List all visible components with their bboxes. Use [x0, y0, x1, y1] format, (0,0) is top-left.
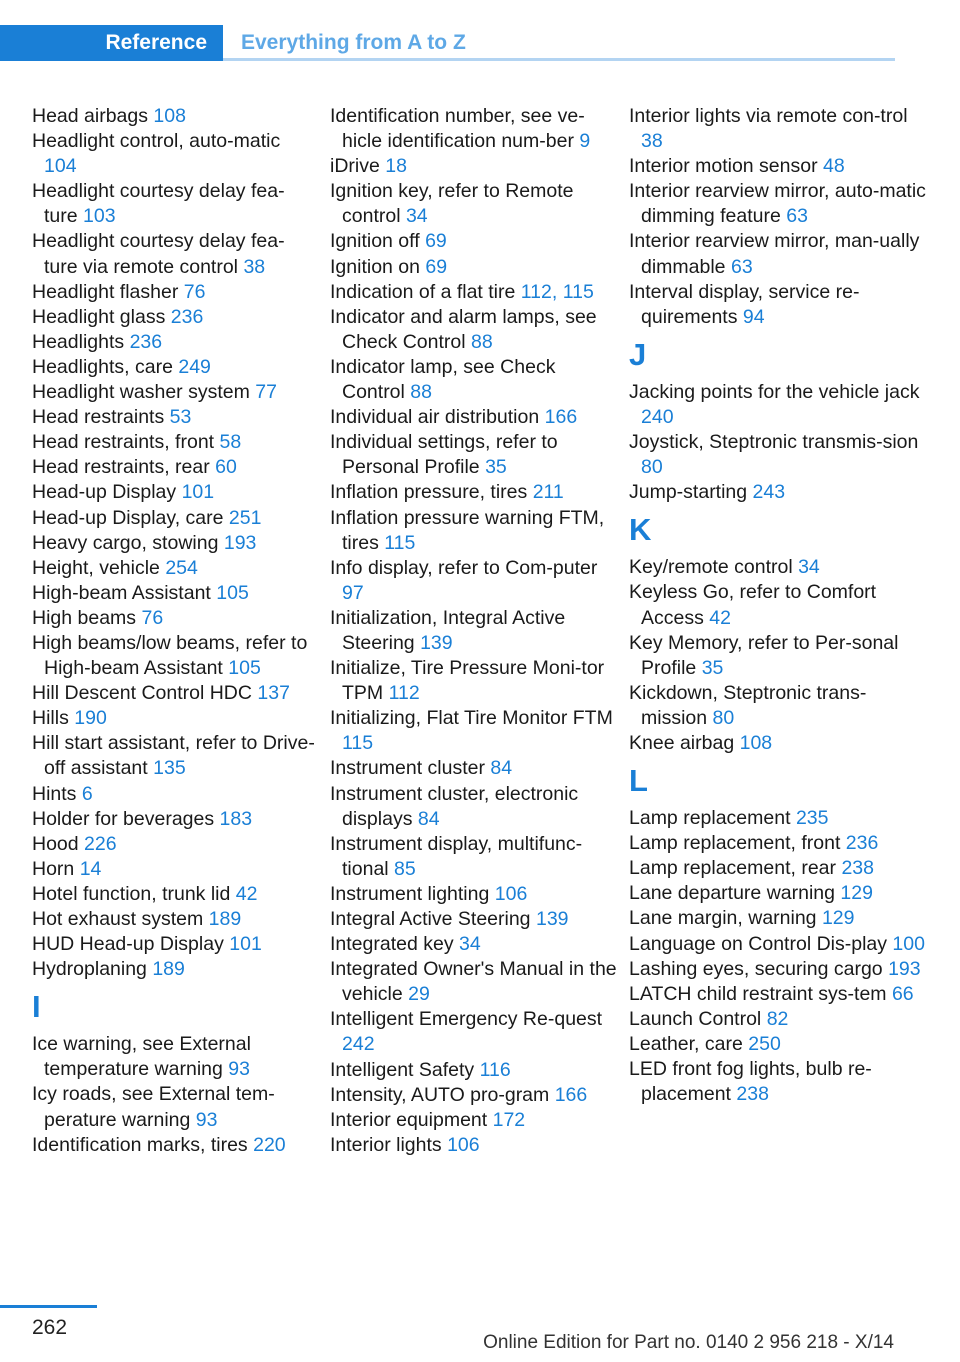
page-reference-link[interactable]: 105 [216, 581, 249, 604]
index-entry-term: Height, vehicle [32, 556, 160, 579]
page-reference-link[interactable]: 58 [219, 431, 242, 454]
index-entry [32, 355, 317, 380]
index-entry-term: Head airbags [32, 105, 148, 127]
index-entry [32, 480, 317, 505]
index-entry-term: Identification number, see ve-hicle identification num-ber [330, 105, 585, 153]
page-reference-link[interactable]: 6 [81, 782, 93, 805]
page-reference-link[interactable]: 76 [141, 606, 164, 629]
index-entry-term: Individual air distribution [330, 406, 540, 429]
index-entry [32, 807, 317, 832]
index-entry-term: Jump-starting [629, 481, 748, 504]
index-entry [629, 154, 929, 179]
page-reference-link[interactable]: 129 [821, 907, 855, 930]
page-reference-link[interactable]: 254 [165, 556, 198, 579]
index-entry-term: Interior equipment [330, 1108, 488, 1131]
index-entry [629, 731, 929, 756]
index-entry-term: Ignition key, refer to Remote control [330, 180, 574, 228]
index-entry-term: Lamp replacement [629, 807, 791, 830]
index-entry [32, 731, 317, 781]
page-reference-link[interactable]: 189 [208, 908, 242, 930]
index-entry-term: Language on Control Dis-play [629, 932, 887, 955]
index-entry [32, 1082, 317, 1132]
page-reference-link[interactable]: 112, 115 [520, 280, 594, 303]
index-entry-term: Lane departure warning [629, 882, 835, 905]
index-entry-term: Joystick, Steptronic transmis-sion [629, 431, 919, 454]
index-entry-term: Headlight glass [32, 305, 166, 328]
index-column-2 [330, 104, 620, 1158]
index-entry [629, 580, 929, 630]
index-entry [330, 1007, 620, 1057]
index-entry-term: Head restraints [32, 406, 165, 429]
index-entry-term: Icy roads, see External tem-perature warning [32, 1083, 275, 1131]
index-entry-term: Initialize, Tire Pressure Moni-tor TPM [330, 657, 605, 705]
index-entry-term: Kickdown, Steptronic trans-mission [629, 681, 867, 729]
index-entry-term: iDrive [330, 155, 380, 178]
index-entry-term: Hints [32, 782, 77, 805]
index-entry-term: Initialization, Integral Active Steering [330, 606, 566, 654]
index-entry [32, 305, 317, 330]
index-entry [629, 1007, 929, 1032]
index-entry-term: Integral Active Steering [330, 908, 531, 930]
index-entry-term: Heavy cargo, stowing [32, 531, 219, 554]
index-entry-term: Interior motion sensor [629, 155, 818, 178]
index-entry [32, 606, 317, 631]
index-entry-term: Interior rearview mirror, man-ually dimmable [629, 230, 920, 278]
index-entry [629, 229, 929, 279]
index-entry-term: Interior lights [330, 1133, 442, 1156]
index-entry [32, 129, 317, 179]
index-entry-term: Jacking points for the vehicle jack [629, 380, 920, 403]
index-entry [330, 229, 620, 254]
page-reference-link[interactable]: 66 [891, 982, 914, 1005]
page-reference-link[interactable]: 108 [153, 105, 186, 127]
index-entry [629, 430, 929, 480]
page-reference-link[interactable]: 236 [129, 330, 163, 353]
page-reference-link[interactable]: 42 [235, 882, 258, 905]
index-entry [32, 380, 317, 405]
header-rule [223, 58, 895, 61]
index-entry-term: Interior lights via remote con-trol [629, 105, 908, 127]
page-reference-link[interactable]: 193 [888, 957, 921, 980]
page-reference-link[interactable]: 139 [420, 631, 453, 654]
index-entry-term: Interval display, service re-quirements [629, 280, 860, 328]
index-entry [32, 832, 317, 857]
index-entry-term: High-beam Assistant [32, 581, 211, 604]
section-tab: Reference [0, 25, 223, 61]
page-reference-link[interactable]: 101 [229, 933, 262, 956]
page-reference-link[interactable]: 135 [153, 757, 186, 780]
index-entry [330, 430, 620, 480]
index-entry [330, 907, 620, 932]
page-reference-link[interactable]: 63 [786, 205, 808, 228]
index-entry-term: Head-up Display, care [32, 506, 224, 529]
page-reference-link[interactable]: 18 [385, 155, 407, 178]
index-entry [629, 906, 929, 931]
index-entry-term: Initializing, Flat Tire Monitor FTM [330, 707, 613, 730]
page-reference-link[interactable]: 249 [178, 355, 211, 378]
index-entry [629, 831, 929, 856]
page-reference-link[interactable]: 85 [394, 857, 416, 880]
index-entry-term: Key Memory, refer to Per-sonal Profile [629, 631, 899, 679]
index-entry-term: Hood [32, 832, 79, 855]
index-entry [32, 1133, 317, 1158]
page-reference-link[interactable]: 35 [485, 456, 507, 479]
index-entry [629, 881, 929, 906]
index-entry-term: Lamp replacement, rear [629, 857, 837, 880]
page-reference-link[interactable]: 82 [766, 1007, 789, 1030]
page-reference-link[interactable]: 105 [228, 657, 261, 680]
index-entry [330, 154, 620, 179]
index-entry [629, 982, 929, 1007]
page-reference-link[interactable]: 88 [470, 330, 493, 353]
page-reference-link[interactable]: 101 [181, 481, 215, 504]
page-reference-link[interactable]: 104 [44, 155, 77, 178]
page-reference-link[interactable]: 35 [701, 656, 724, 679]
index-entry [629, 1032, 929, 1057]
index-entry-term: Launch Control [629, 1007, 762, 1030]
index-column-3 [629, 104, 929, 1107]
index-entry [629, 1057, 929, 1107]
index-entry [330, 1108, 620, 1133]
page-reference-link[interactable]: 137 [257, 682, 290, 705]
index-entry-term: Inflation pressure, tires [330, 481, 528, 504]
index-entry [330, 1133, 620, 1158]
index-entry [330, 882, 620, 907]
index-entry [32, 706, 317, 731]
page-reference-link[interactable]: 103 [83, 205, 116, 228]
page-reference-link[interactable]: 53 [169, 406, 192, 429]
index-entry [32, 104, 317, 129]
index-entry [330, 405, 620, 430]
index-entry-term: Inflation pressure warning FTM, tires [330, 506, 605, 554]
page-reference-link[interactable]: 76 [183, 280, 206, 303]
page-reference-link[interactable]: 38 [243, 255, 266, 278]
page-reference-link[interactable]: 193 [223, 531, 257, 554]
index-entry-term: Leather, care [629, 1032, 743, 1055]
page-header [0, 25, 895, 61]
index-entry-term: Headlight control, auto-matic [32, 130, 281, 153]
index-entry [330, 606, 620, 656]
index-entry-term: Headlight washer system [32, 381, 250, 404]
page-reference-link[interactable]: 63 [730, 255, 753, 278]
page-reference-link[interactable]: 236 [170, 305, 204, 328]
index-entry-term: Hills [32, 707, 69, 730]
page-reference-link[interactable]: 34 [798, 556, 820, 579]
index-entry [32, 907, 317, 932]
index-entry-term: Individual settings, refer to Personal Profile [330, 431, 558, 479]
index-entry [32, 405, 317, 430]
index-letter-heading: J [629, 336, 647, 372]
index-entry-term: LED front fog lights, bulb re-placement [629, 1058, 872, 1106]
page-reference-link[interactable]: 29 [408, 983, 430, 1006]
page-reference-link[interactable]: 251 [228, 506, 262, 529]
index-entry-term: Head restraints, front [32, 431, 215, 454]
page-reference-link[interactable]: 94 [742, 305, 765, 328]
index-entry-term: Head restraints, rear [32, 456, 210, 479]
page-reference-link[interactable]: 116 [479, 1058, 511, 1081]
page-reference-link[interactable]: 129 [840, 882, 873, 905]
page-reference-link[interactable]: 172 [492, 1108, 526, 1131]
page-reference-link[interactable]: 238 [841, 857, 874, 880]
index-entry [32, 581, 317, 606]
page-reference-link[interactable]: 139 [535, 908, 569, 930]
index-entry-term: Instrument display, multifunc-tional [330, 832, 583, 880]
index-entry [32, 631, 317, 681]
index-entry [629, 104, 929, 154]
index-entry-term: High beams [32, 606, 137, 629]
index-entry-term: Lashing eyes, securing cargo [629, 957, 883, 980]
page-reference-link[interactable]: 183 [219, 807, 253, 830]
index-entry-term: HUD Head-up Display [32, 933, 224, 956]
index-entry-term: Indication of a flat tire [330, 280, 516, 303]
index-entry-term: LATCH child restraint sys-tem [629, 982, 887, 1005]
index-entry-term: Integrated Owner's Manual in the vehicle [330, 958, 617, 1006]
page-reference-link[interactable]: 106 [447, 1133, 480, 1156]
page-reference-link[interactable]: 240 [641, 405, 674, 428]
page-reference-link[interactable]: 34 [405, 205, 428, 228]
index-entry-term: Headlight courtesy delay fea-ture via remote control [32, 230, 285, 278]
page-reference-link[interactable]: 84 [490, 757, 513, 780]
index-entry [629, 631, 929, 681]
index-entry-term: Horn [32, 857, 75, 880]
index-entry [629, 480, 929, 505]
page-reference-link[interactable]: 100 [892, 932, 925, 955]
index-entry [32, 1032, 317, 1082]
index-entry [330, 1058, 620, 1083]
index-entry [629, 280, 929, 330]
index-entry-term: Ignition off [330, 230, 420, 253]
page-reference-link[interactable]: 9 [579, 130, 591, 153]
index-entry [629, 555, 929, 580]
index-entry-term: Lane margin, warning [629, 907, 817, 930]
index-entry-term: Headlight courtesy delay fea-ture [32, 180, 285, 228]
index-entry [330, 506, 620, 556]
page-reference-link[interactable]: 112 [388, 682, 420, 705]
chapter-title: Everything from A to Z [241, 31, 466, 54]
page-reference-link[interactable]: 115 [342, 732, 374, 755]
index-entry-term: Hot exhaust system [32, 908, 204, 930]
index-entry-term: Instrument cluster [330, 757, 485, 780]
index-entry-term: Instrument lighting [330, 882, 490, 905]
index-entry [330, 656, 620, 706]
page-reference-link[interactable]: 93 [195, 1108, 218, 1131]
page-reference-link[interactable]: 250 [748, 1032, 781, 1055]
index-entry [330, 706, 620, 756]
index-entry-term: Indicator lamp, see Check Control [330, 355, 556, 404]
page-reference-link[interactable]: 69 [425, 255, 448, 278]
index-entry-term: Lamp replacement, front [629, 832, 841, 855]
index-entry [629, 681, 929, 731]
page-reference-link[interactable]: 14 [79, 857, 102, 880]
page-reference-link[interactable]: 108 [739, 731, 773, 754]
index-entry [330, 556, 620, 606]
index-entry [32, 882, 317, 907]
index-entry-term: Headlights [32, 330, 125, 353]
page-reference-link[interactable]: 220 [253, 1133, 286, 1156]
index-entry [330, 957, 620, 1007]
index-entry [32, 556, 317, 581]
index-entry-term: Headlights, care [32, 355, 173, 378]
index-entry [629, 856, 929, 881]
page-reference-link[interactable]: 236 [845, 832, 879, 855]
index-entry-term: Integrated key [330, 933, 454, 956]
index-entry [32, 957, 317, 982]
index-entry [32, 430, 317, 455]
index-entry-term: Intensity, AUTO pro-gram [330, 1083, 550, 1106]
index-letter-heading: I [32, 989, 41, 1025]
index-entry-term: Hill Descent Control HDC [32, 682, 252, 705]
page-reference-link[interactable]: 69 [425, 230, 447, 253]
index-entry-term: Ignition on [330, 255, 420, 278]
index-entry [629, 932, 929, 957]
index-entry [330, 355, 620, 405]
index-entry-term: Headlight flasher [32, 280, 179, 303]
index-entry [629, 179, 929, 229]
page-reference-link[interactable]: 60 [215, 456, 237, 479]
index-entry [32, 782, 317, 807]
index-entry [330, 932, 620, 957]
page-reference-link[interactable]: 80 [641, 456, 663, 479]
index-entry [330, 179, 620, 229]
index-entry [32, 857, 317, 882]
index-entry-term: Intelligent Emergency Re-quest [330, 1008, 603, 1031]
page-reference-link[interactable]: 189 [152, 958, 185, 981]
page-reference-link[interactable]: 38 [641, 130, 663, 153]
index-entry [32, 179, 317, 229]
page-reference-link[interactable]: 243 [752, 481, 786, 504]
index-entry [629, 380, 929, 430]
index-entry-term: Holder for beverages [32, 807, 215, 830]
index-entry-term: Hotel function, trunk lid [32, 882, 231, 905]
page-reference-link[interactable]: 84 [417, 807, 440, 830]
index-entry [330, 255, 620, 280]
index-entry-term: Indicator and alarm lamps, see Check Control [330, 305, 597, 353]
page-reference-link[interactable]: 166 [544, 406, 578, 429]
page-reference-link[interactable]: 190 [74, 707, 107, 730]
index-entry [330, 305, 620, 355]
index-entry [32, 681, 317, 706]
page-reference-link[interactable]: 34 [459, 933, 481, 956]
footer-edition-note: Online Edition for Part no. 0140 2 956 218 - X/14 [483, 1332, 894, 1353]
page-reference-link[interactable]: 115 [384, 531, 416, 554]
index-entry-term: Info display, refer to Com-puter [330, 556, 598, 579]
index-entry [32, 280, 317, 305]
page-reference-link[interactable]: 97 [342, 581, 364, 604]
page-reference-link[interactable]: 211 [532, 481, 564, 504]
index-entry-term: Keyless Go, refer to Comfort Access [629, 581, 877, 629]
index-entry-term: Head-up Display [32, 481, 177, 504]
index-entry-term: Interior rearview mirror, auto-matic dimming feature [629, 180, 926, 228]
index-entry [330, 832, 620, 882]
page-reference-link[interactable]: 106 [494, 882, 528, 905]
index-entry [330, 756, 620, 781]
page-reference-link[interactable]: 88 [410, 381, 432, 404]
index-entry-term: Instrument cluster, electronic displays [330, 782, 579, 830]
page-number-rule [0, 1305, 97, 1308]
index-column-1 [32, 104, 317, 1158]
index-entry [32, 932, 317, 957]
index-entry-term: Ice warning, see External temperature warning [32, 1033, 251, 1081]
index-entry [32, 531, 317, 556]
page-reference-link[interactable]: 48 [823, 155, 845, 178]
index-letter-heading: K [629, 512, 652, 548]
index-entry [330, 1083, 620, 1108]
page-reference-link[interactable]: 166 [554, 1083, 588, 1106]
page-reference-link[interactable]: 235 [795, 807, 829, 830]
page-number: 262 [32, 1316, 68, 1339]
index-letter-heading: L [629, 763, 648, 799]
page-reference-link[interactable]: 80 [712, 706, 735, 729]
index-entry [32, 455, 317, 480]
index-entry [629, 957, 929, 982]
index-entry-term: Hill start assistant, refer to Drive-off assistant [32, 732, 315, 780]
index-entry [330, 480, 620, 505]
index-entry [629, 806, 929, 831]
index-entry-term: Intelligent Safety [330, 1058, 475, 1081]
page-reference-link[interactable]: 242 [342, 1033, 375, 1056]
index-entry [32, 330, 317, 355]
index-entry [32, 506, 317, 531]
page-reference-link[interactable]: 93 [228, 1058, 250, 1081]
page-reference-link[interactable]: 238 [736, 1083, 769, 1106]
index-entry-term: Key/remote control [629, 556, 793, 579]
index-entry [330, 104, 620, 154]
index-entry [330, 280, 620, 305]
page-reference-link[interactable]: 226 [84, 832, 117, 855]
index-entry [330, 782, 620, 832]
index-entry-term: High beams/low beams, refer to High-beam Assistant [32, 631, 308, 680]
index-entry-term: Knee airbag [629, 731, 735, 754]
index-entry [32, 229, 317, 279]
index-entry-term: Identification marks, tires [32, 1133, 248, 1156]
index-entry-term: Hydroplaning [32, 958, 147, 981]
page-reference-link[interactable]: 42 [709, 606, 731, 629]
page-reference-link[interactable]: 77 [255, 381, 277, 404]
